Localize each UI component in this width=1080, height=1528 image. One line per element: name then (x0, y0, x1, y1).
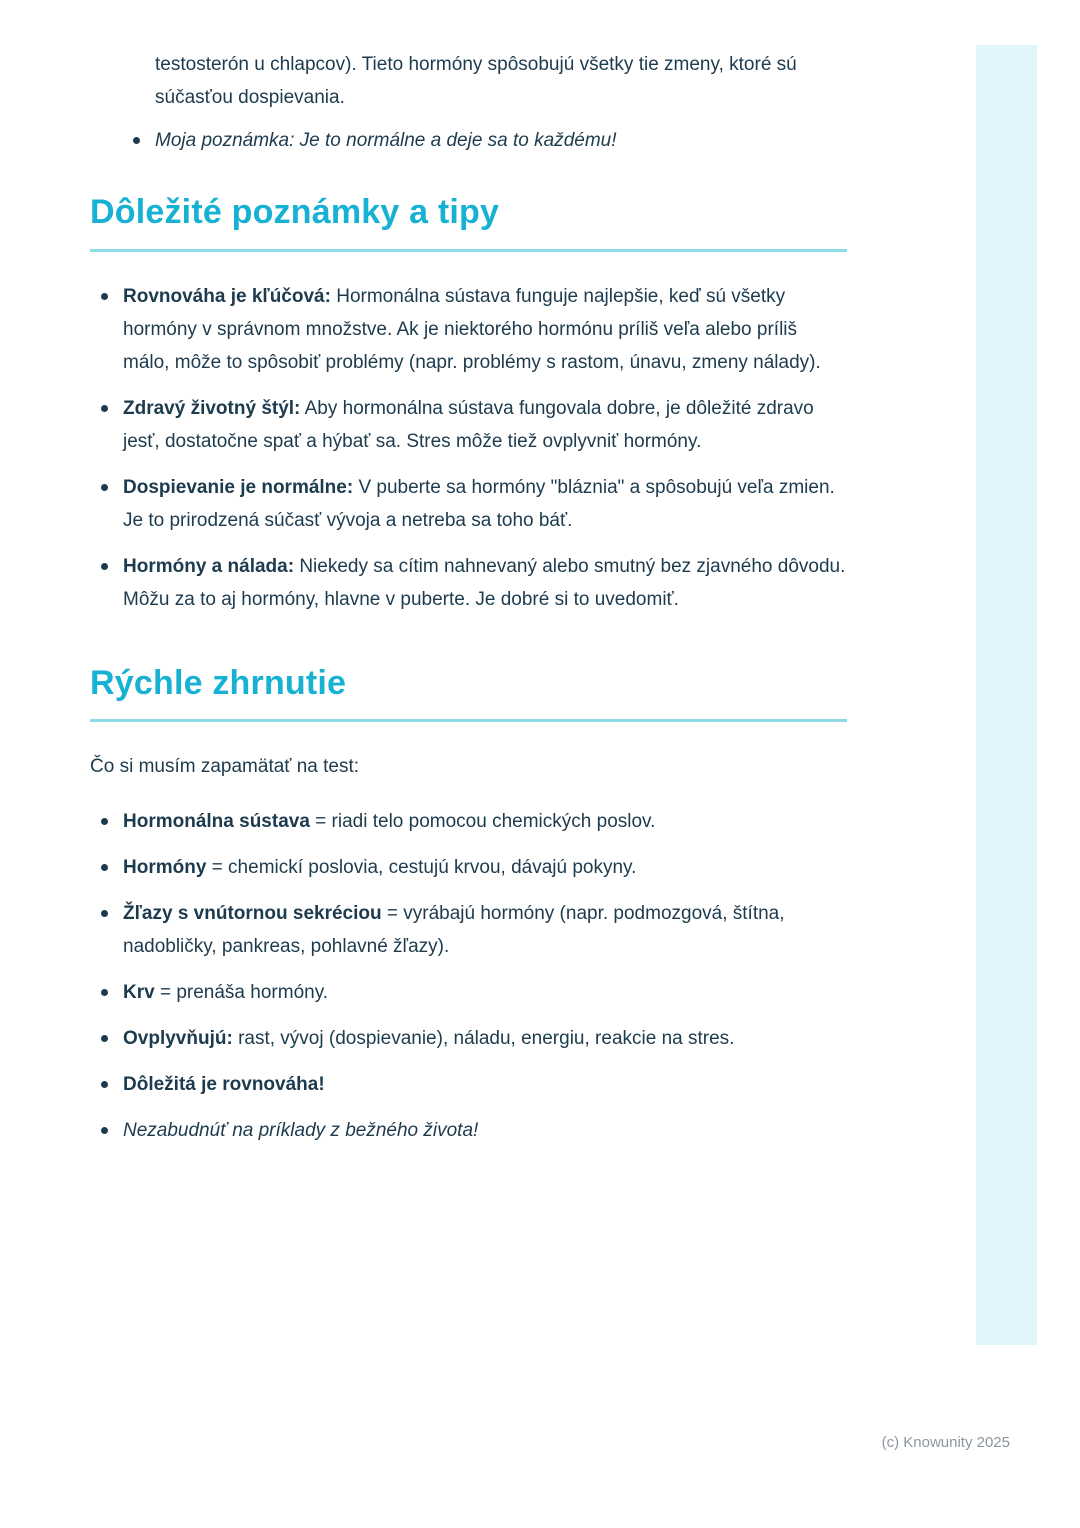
bullet-bold-text: Dôležitá je rovnováha! (123, 1074, 325, 1095)
tips-list (90, 280, 847, 616)
bullet-bold-text: Krv (123, 982, 155, 1003)
list-item (90, 1068, 847, 1101)
bullet-text: Aby hormonálna sústava fungovala dobre, je dôležité zdravo jesť, dostatočne spať a hýbať sa. Stres môže tiež ovplyvniť hormóny. (123, 397, 814, 452)
list-item (90, 471, 847, 537)
bullet-text: = prenáša hormóny. (154, 982, 329, 1003)
bullet-bold-text: Dospievanie je normálne: (123, 476, 354, 498)
section-divider (90, 249, 847, 252)
bullet-bold-text: Ovplyvňujú: (123, 1028, 233, 1049)
summary-lead: Čo si musím zapamätať na test: (90, 756, 360, 777)
section-divider (90, 719, 847, 722)
list-item (90, 897, 847, 963)
section-title-tips: Dôležité poznámky a tipy (90, 193, 500, 231)
bullet-text: Niekedy sa cítim nahnevaný alebo smutný bez zjavného dôvodu. Môžu za to aj hormóny, hlavne v puberte. Je dobré si to uvedomiť. (123, 555, 846, 610)
bullet-text: Hormonálna sústava funguje najlepšie, keď sú všetky hormóny v správnom množstve. Ak je niektorého hormónu príliš veľa alebo príliš málo, môže to spôsobiť problémy (napr. problémy s rastom, únavu, zmeny nálady). (123, 285, 821, 373)
list-item (90, 805, 847, 838)
bullet-text: = riadi telo pomocou chemických poslov. (309, 811, 656, 832)
list-item (122, 124, 847, 157)
list-item (90, 976, 847, 1009)
bullet-text: = vyrábajú hormóny (napr. podmozgová, štítna, nadobličky, pankreas, pohlavné žľazy). (123, 903, 785, 957)
page-content (90, 48, 847, 1160)
bullet-text: rast, vývoj (dospievanie), náladu, energiu, reakcie na stres. (232, 1028, 735, 1049)
list-item (90, 280, 847, 379)
note-text: Moja poznámka: Je to normálne a deje sa to každému! (155, 130, 617, 151)
summary-list (90, 805, 847, 1147)
bullet-bold-text: Zdravý životný štýl: (123, 397, 301, 419)
bullet-bold-text: Hormóny (123, 857, 207, 878)
footer-copyright: (c) Knowunity 2025 (881, 1434, 1010, 1451)
bullet-text: V puberte sa hormóny "bláznia" a spôsobujú veľa zmien. Je to prirodzená súčasť vývoja a netreba sa toho báť. (123, 476, 835, 531)
list-item (90, 550, 847, 616)
bullet-bold-text: Hormonálna sústava (123, 811, 310, 832)
bullet-bold-text: Žľazy s vnútornou sekréciou (123, 903, 382, 924)
paragraph-continuation: testosterón u chlapcov). Tieto hormóny spôsobujú všetky tie zmeny, ktoré sú súčasťou dospievania. (155, 54, 797, 108)
bullet-bold-text: Rovnováha je kľúčová: (123, 285, 331, 307)
list-item (90, 392, 847, 458)
page-accent-bar (976, 45, 1037, 1345)
list-item (90, 851, 847, 884)
bullet-text: = chemickí poslovia, cestujú krvou, dávajú pokyny. (206, 857, 637, 878)
bullet-bold-text: Hormóny a nálada: (123, 555, 295, 577)
intro-note-list (122, 124, 847, 157)
bullet-italic-text: Nezabudnúť na príklady z bežného života! (123, 1120, 479, 1141)
section-title-summary: Rýchle zhrnutie (90, 663, 347, 702)
list-item (90, 1114, 847, 1147)
list-item (90, 1022, 847, 1055)
